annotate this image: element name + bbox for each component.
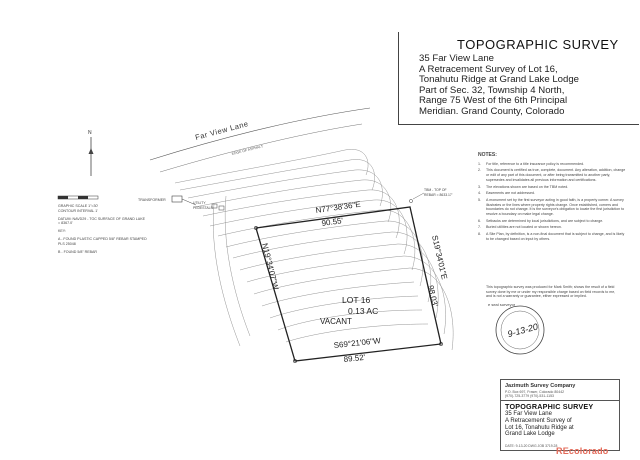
surveyor-statement: This topographic survey was produced for Mark Smith; shows the result of a field survey done by me or under my responsible charge based on field records to me, and is not a warranty or guarantee, either expressed or implied. [486, 285, 616, 299]
company-address: P.O. Box 697, Fraser, Colorado 80442 (970)-725-3779 (970)-531-1153 [505, 390, 565, 398]
small-survey-title: TOPOGRAPHIC SURVEY [505, 402, 594, 411]
lot-status: VACANT [320, 317, 352, 326]
road-edge-outer [150, 108, 370, 160]
graphic-scale [58, 196, 98, 199]
title-line: Tonahutu Ridge at Grand Lake Lodge [419, 74, 580, 86]
lot-area: 0.13 AC [348, 306, 379, 316]
title-line: Meridian. Grand County, Colorado [419, 105, 565, 117]
title-line: Part of Sec. 32, Township 4 North, [419, 84, 565, 96]
north-label: N [88, 130, 92, 136]
bearing-north: N77°38'36"E [315, 199, 362, 215]
note-item: 8. A Site Plan, by definition, is a non-final document that is subject to change, and is likely to be changed based on input by others. [478, 232, 625, 241]
distance-south: 89.52' [343, 352, 366, 364]
notes-block [478, 153, 628, 244]
watermark-logo: REcolorado [556, 446, 609, 456]
note-item: 5. A monument set by the first surveyor acting in good faith, is a property corner. A survey illustrates or the lines where property rights change. Once established, corners and boundaries do not change. It is the surveyor's obligation to locate the first jurisdiction to resolve a boundary on make legal change. [478, 197, 625, 217]
divider [501, 400, 619, 401]
note-item: 7. Buried utilities are not located or shown hereon. [478, 225, 562, 230]
key-item: A - FOUND PLASTIC CAPPED 5/8" REBAR STAMPED PLS 25048 [58, 236, 147, 246]
company-title-box [500, 379, 620, 451]
transformer-label: TRANSFORMER [138, 198, 166, 202]
tbm-label-1: TBM - TOP OF [424, 188, 447, 192]
legend-block [58, 204, 148, 254]
note-item: 3. The elevations shown are based on the TBM noted. [478, 184, 569, 189]
title-line: Range 75 West of the 6th Principal [419, 95, 568, 107]
road-name-label: Far View Lane [194, 119, 250, 142]
key-item: B - FOUND 5/8" REBAR [58, 249, 98, 254]
company-name: Jazimuth Survey Company [505, 383, 576, 389]
datum-note: DATUM: NAVD29 - TOC SURFACE OF GRAND LAKE = 8367.0' [58, 216, 145, 226]
utility-label-2: PEDESTALS [193, 206, 213, 210]
lot-16-boundary [256, 207, 441, 361]
signer-label: e seal surveyor [488, 302, 516, 307]
scale-label: GRAPHIC SCALE 1"=30' [58, 204, 99, 208]
title-line: A Retracement Survey of Lot 16, [419, 63, 558, 75]
contour-interval: CONTOUR INTERVAL 1' [58, 208, 98, 213]
title-block [398, 32, 639, 125]
note-item: 1. For title, reference to a title insurance policy is recommended. [478, 161, 585, 166]
tbm-marker-icon [409, 193, 424, 203]
seal-date: 9-13-20 [506, 321, 539, 340]
surveyor-seal-icon [496, 306, 544, 354]
tbm-label-2: REBAR = 8633.17' [424, 193, 453, 197]
survey-title: TOPOGRAPHIC SURVEY [457, 37, 619, 52]
bearing-south: S69°21'06"W [333, 336, 382, 350]
key-title: KEY: [58, 229, 66, 234]
note-item: 4. Easements are not addressed. [478, 191, 535, 196]
survey-description [419, 54, 579, 118]
north-arrow-icon [88, 130, 94, 176]
bearing-west: N19°34'07"W [260, 242, 281, 291]
note-item: 2. This document is certified as true, complete, document. Any alteration, addition, change or edit of any part of this document, or after being transmitted to another party, supersedes and invalidates all previous information and certifications. [478, 168, 626, 182]
bearing-east: S19°34'01"E [430, 234, 449, 281]
distance-east: 98.03' [426, 284, 440, 308]
note-item: 6. Setbacks are determined by local jurisdictions, and are subject to change. [478, 218, 604, 223]
edge-of-asphalt-label: EDGE OF ASPHALT [231, 144, 264, 156]
contour-lines [175, 149, 453, 350]
distance-north: 90.55' [321, 216, 344, 228]
small-survey-description: 35 Far View Lane A Retracement Survey of Lot 16, Tonahutu Ridge at Grand Lake Lodge [505, 411, 574, 438]
utility-label-1: UTILITY [193, 201, 206, 205]
notes-title: NOTES: [478, 152, 497, 158]
lot-label: LOT 16 [342, 295, 371, 305]
title-line: 35 Far View Lane [419, 53, 495, 64]
drawing-footer: DATE: 9-13-20 DWG JOB 3719.28 [505, 444, 558, 448]
